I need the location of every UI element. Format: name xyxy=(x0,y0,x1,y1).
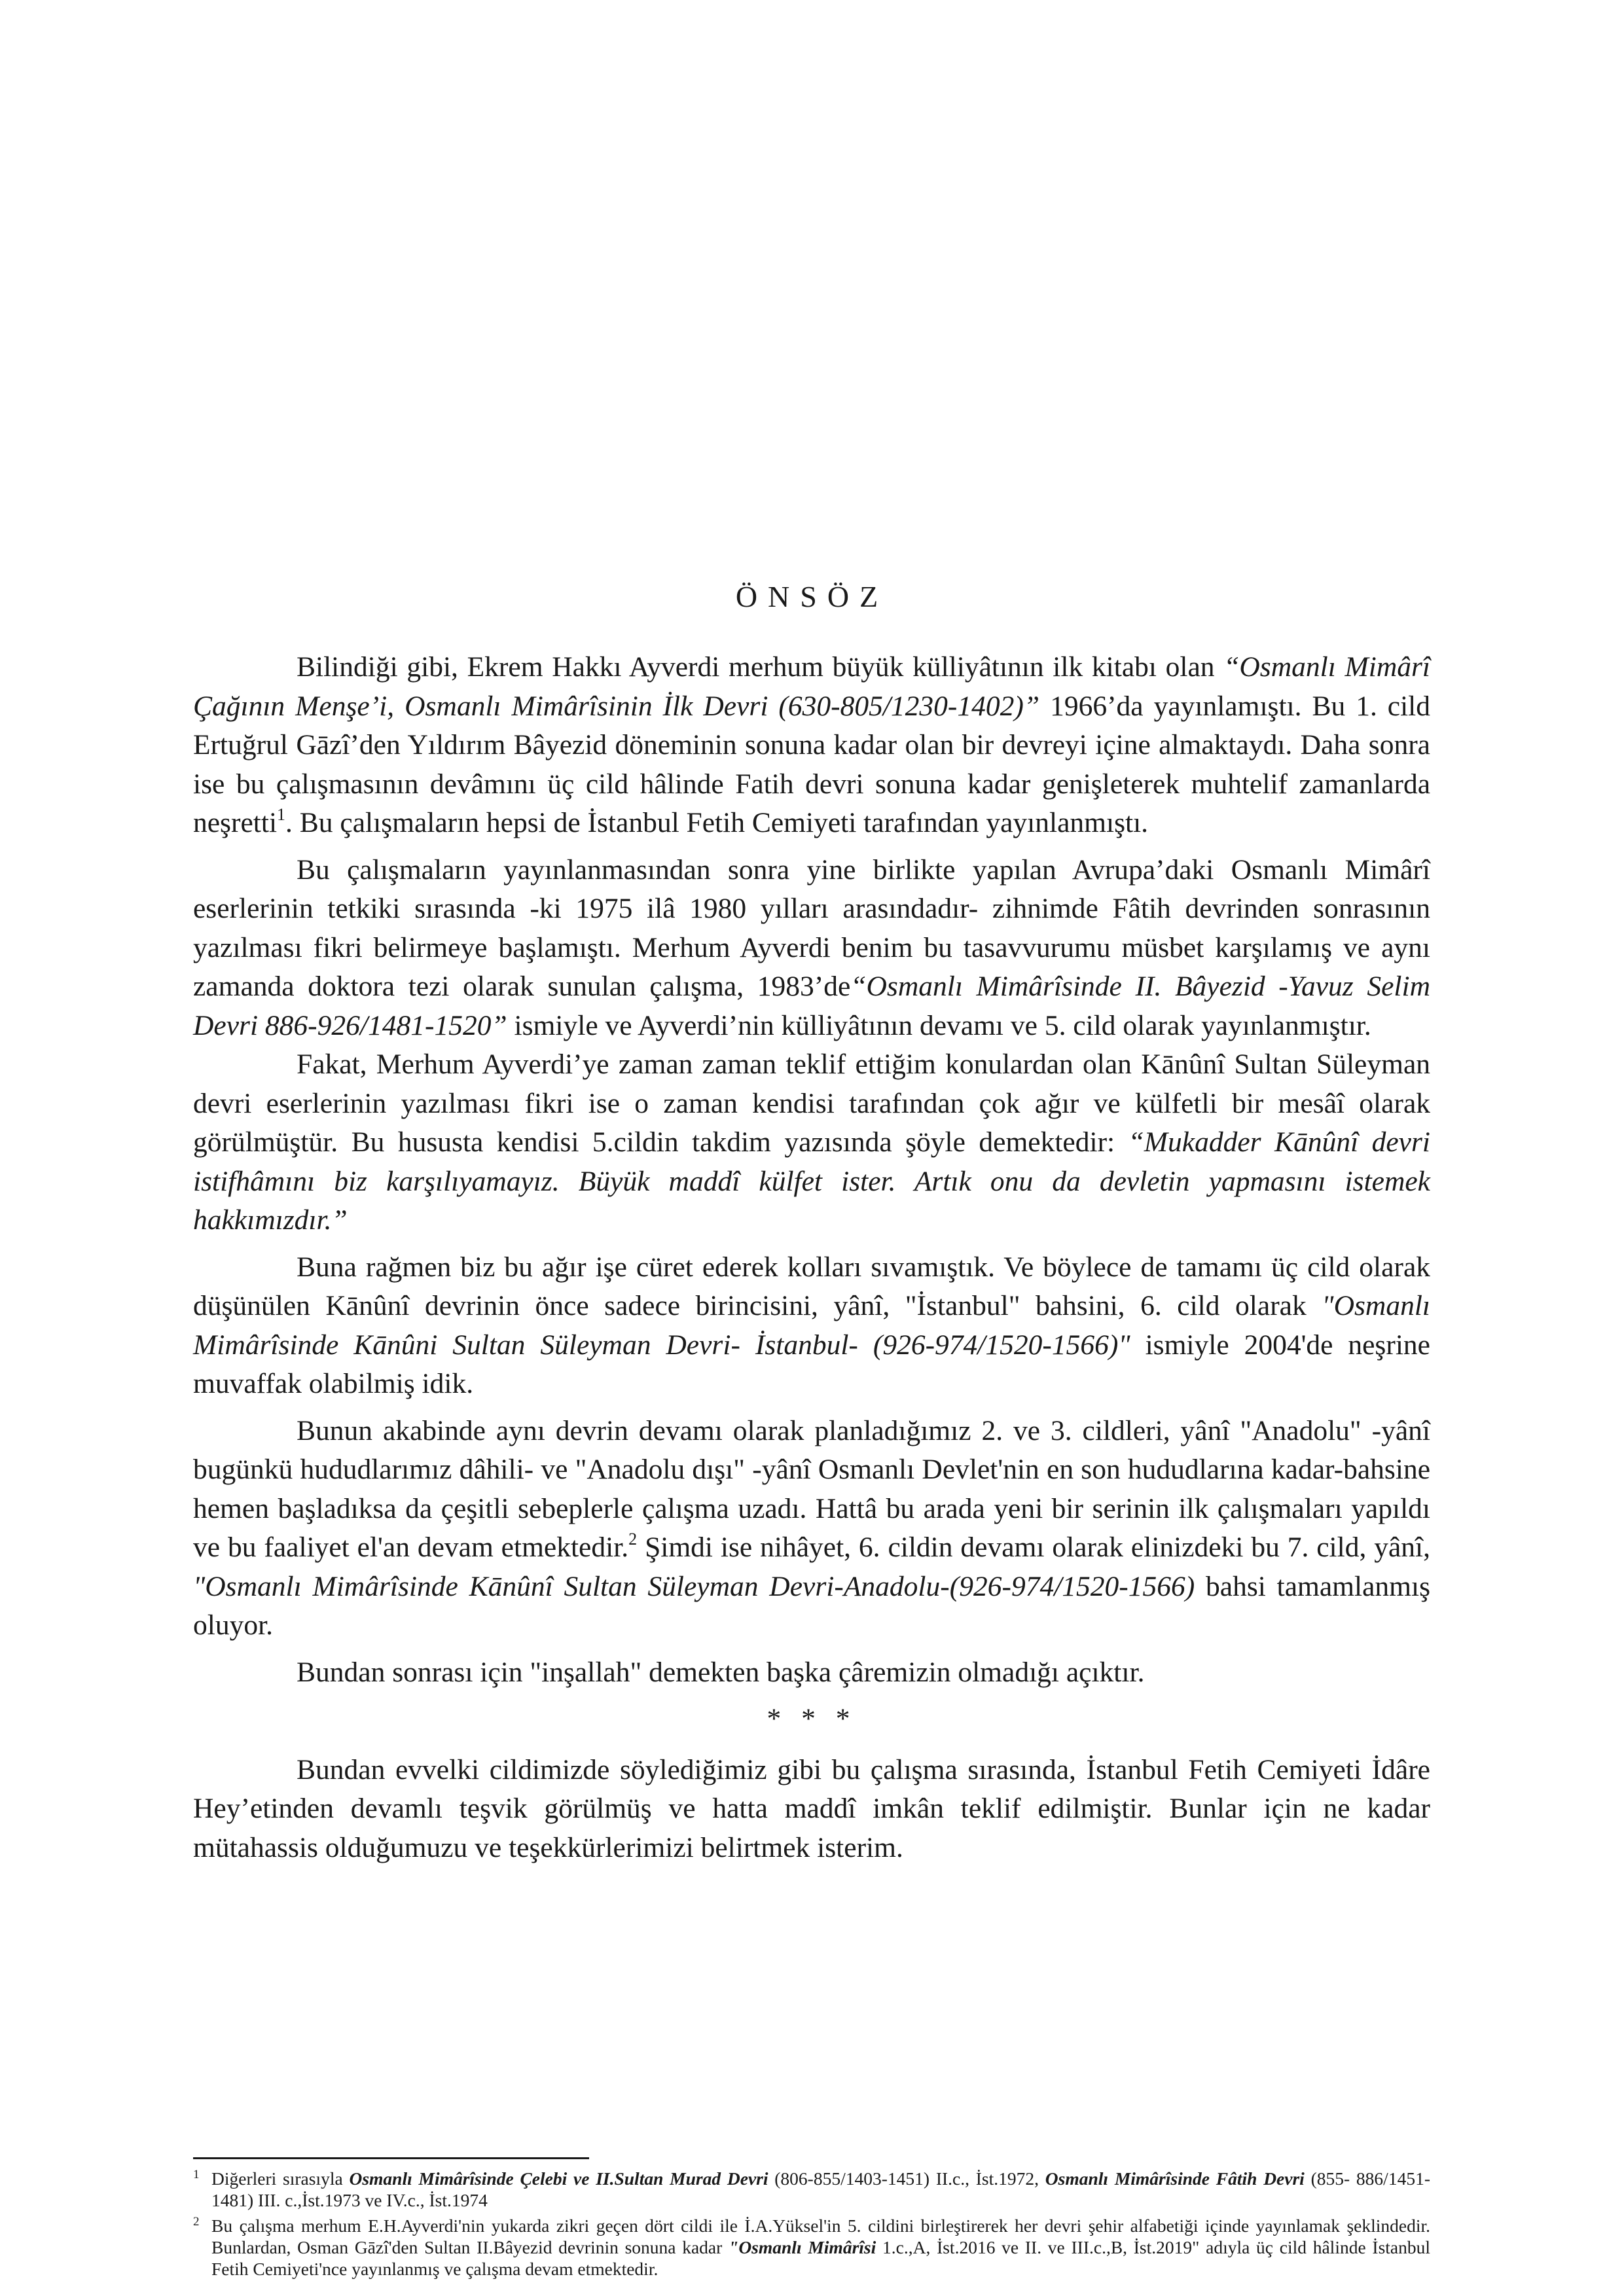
paragraph-5-text-b: Şimdi ise nihâyet, 6. cildin devamı olarak elinizdeki bu 7. cild, yânî, xyxy=(637,1532,1431,1563)
paragraph-3-text-a: Fakat, Merhum Ayverdi’ye zaman zaman teklif ettiğim konulardan olan Kānûnî Sultan Süleyman devri eserlerinin yazılması fikri ise o zaman kendisi tarafından çok ağır ve külfetli bir mesâî olarak görülmüştür. Bu hususta kendisi 5.cildin takdim yazısında şöyle demektedir: xyxy=(193,1049,1430,1158)
paragraph-1-text-a: Bilindiği gibi, Ekrem Hakkı Ayverdi merhum büyük külliyâtının ilk kitabı olan xyxy=(297,651,1224,683)
paragraph-4-text-a: Buna rağmen biz bu ağır işe cüret ederek kolları sıvamıştık. Ve böylece de tamamı üç cild olarak düşünülen Kānûnî devrinin önce sadece birincisini, yânî, "İstanbul" bahsini, 6. cild olarak xyxy=(193,1251,1430,1321)
paragraph-2-text-c: ismiyle ve Ayverdi’nin külliyâtının devamı ve 5. cild olarak yayınlanmıştır. xyxy=(507,1009,1371,1041)
paragraph-5-book-title: "Osmanlı Mimârîsinde Kānûnî Sultan Süleyman Devri-Anadolu-(926-974/1520-1566) xyxy=(193,1570,1195,1602)
footnote-1-text-c: (806-855/1403-1451) II.c., İst.1972, xyxy=(768,2168,1045,2189)
paragraph-5-text-d: bahsi tamamlanmış oluyor. xyxy=(193,1570,1430,1641)
paragraph-2 xyxy=(193,851,1430,1046)
section-separator: * * * xyxy=(767,1703,857,1734)
footnote-2 xyxy=(193,2215,1430,2280)
footnote-1-number: 1 xyxy=(193,2168,200,2181)
paragraph-6: Bundan sonrası için "inşallah" demekten başka çâremizin olmadığı açıktır. xyxy=(297,1656,1145,1688)
paragraph-3-quote: “Mukadder Kānûnî devri istifhâmını biz karşılıyamayız. Büyük maddî külfet ister. Artık onu da devletin yapmasını istemek hakkımızdır.” xyxy=(193,1126,1430,1236)
footnote-1-text-e: (855- 886/1451-1481) III. c.,İst.1973 ve IV.c., İst.1974 xyxy=(211,2168,1430,2210)
paragraph-4 xyxy=(193,1248,1430,1404)
footnotes xyxy=(193,2168,1430,2284)
paragraph-2-text-a: Bu çalışmaların yayınlanmasından sonra yine birlikte yapılan Avrupa’daki Osmanlı Mimârî eserlerinin tetkiki sırasında -ki 1975 ilâ 1980 yılları arasındadır- zihnimde Fâtih devrinden sonrasının yazılması fikri belirmeye başlamıştı. Merhum Ayverdi benim bu tasavvurumu müsbet karşılamış ve aynı zamanda doktora tezi olarak sunulan çalışma, 1983’de xyxy=(193,853,1430,1002)
footnote-2-text-c: 1.c.,A, İst.2016 ve II. ve III.c.,B, İst.2019" adıyla üç cild hâlinde İstanbul Fetih Cemiyeti'nce yayınlanmış ve çalışma devam etmektedir. xyxy=(211,2237,1431,2279)
footnote-divider xyxy=(193,2157,589,2159)
paragraph-3 xyxy=(193,1045,1430,1240)
paragraph-1-book-title: “Osmanlı Mimârî Çağının Menşe’i, Osmanlı Mimârîsinin İlk Devri (630-805/1230-1402)” xyxy=(193,651,1430,722)
footnote-2-text-a: Bu çalışma merhum E.H.Ayverdi'nin yukarda zikri geçen dört cildi ile İ.A.Yüksel'in 5. cildini birleştirerek her devri şehir alfabetiği içinde yayınlamak şeklindedir. Bunlardan, Osman Gāzî'den Sultan II.Bâyezid devrinin sonuna kadar xyxy=(211,2215,1430,2257)
paragraph-5 xyxy=(193,1412,1430,1645)
footnote-ref-1: 1 xyxy=(277,805,286,824)
footnote-1-text-a: Diğerleri sırasıyla xyxy=(211,2168,350,2189)
paragraph-1-text-c: 1966’da yayınlamıştı. Bu 1. cild Ertuğrul Gāzî’den Yıldırım Bâyezid döneminin sonuna kadar olan bir devreyi içine almaktaydı. Daha sonra ise bu çalışmasının devâmını üç cild hâlinde Fatih devri sonuna kadar genişleterek muhtelif zamanlarda neşretti xyxy=(193,690,1431,838)
paragraph-7: Bundan evvelki cildimizde söylediğimiz gibi bu çalışma sırasında, İstanbul Fetih Cemiyeti İdâre Hey’etinden devamlı teşvik görülmüş ve hatta maddî imkân teklif edilmiştir. Bunlar için ne kadar mütahassis olduğumuzu ve teşekkürlerimizi belirtmek isterim. xyxy=(193,1753,1430,1863)
footnote-1 xyxy=(193,2168,1430,2211)
paragraph-1-text-d: . Bu çalışmaların hepsi de İstanbul Fetih Cemiyeti tarafından yayınlanmıştı. xyxy=(285,807,1149,838)
footnote-1-book-title-2: Osmanlı Mimârîsinde Fâtih Devri xyxy=(1045,2168,1305,2189)
footnote-2-book-title: "Osmanlı Mimârîsi xyxy=(729,2237,876,2257)
footnote-1-book-title-1: Osmanlı Mimârîsinde Çelebi ve II.Sultan Murad Devri xyxy=(349,2168,768,2189)
paragraph-2-book-title: “Osmanlı Mimârîsinde II. Bâyezid -Yavuz Selim Devri 886-926/1481-1520” xyxy=(193,971,1430,1041)
preface-body xyxy=(193,648,1430,1875)
footnote-ref-2: 2 xyxy=(628,1530,638,1549)
footnote-2-number: 2 xyxy=(193,2215,200,2229)
paragraph-5-text-a: Bunun akabinde aynı devrin devamı olarak planladığımız 2. ve 3. cildleri, yânî "Anadolu" -yânî bugünkü hududlarımız dâhili- ve "Anadolu dışı" -yânî Osmanlı Devlet'nin en son hududlarına kadar-bahsine hemen başladıksa da çeşitli sebeplerle çalışma uzadı. Hattâ bu arada yeni bir serinin ilk çalışmaları yapıldı ve bu faaliyet el'an devam etmektedir. xyxy=(193,1414,1430,1563)
paragraph-4-text-c: ismiyle 2004'de neşrine muvaffak olabilmiş idik. xyxy=(193,1329,1430,1399)
paragraph-1 xyxy=(193,648,1430,843)
paragraph-4-book-title: "Osmanlı Mimârîsinde Kānûni Sultan Süleyman Devri- İstanbul- (926-974/1520-1566)" xyxy=(193,1290,1430,1361)
page-title: ÖNSÖZ xyxy=(735,580,889,613)
